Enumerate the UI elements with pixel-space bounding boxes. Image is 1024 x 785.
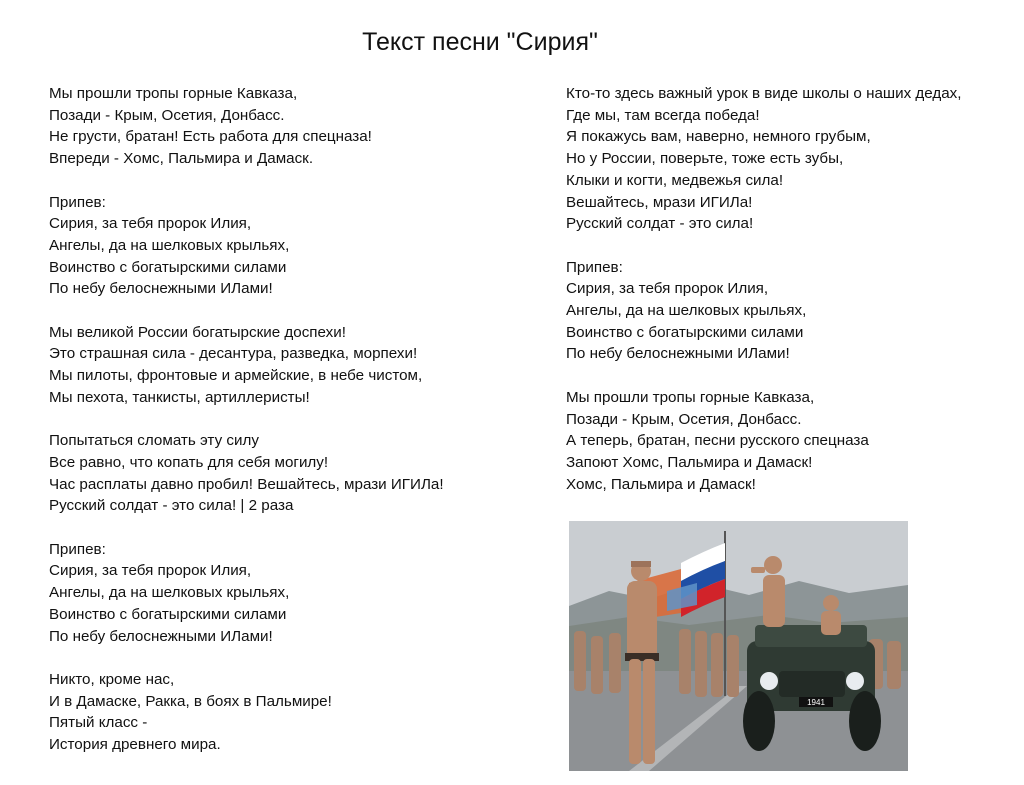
lyric-line: Русский солдат - это сила! (566, 215, 754, 233)
lyric-line: Ангелы, да на шелковых крыльях, (566, 302, 807, 320)
page-title: Текст песни "Сирия" (362, 28, 598, 56)
lyric-line: Никто, кроме нас, (49, 670, 175, 688)
lyric-line: Клыки и когти, медвежья сила! (566, 171, 784, 189)
stanza (49, 322, 549, 409)
lyric-line: Припев: (49, 540, 106, 558)
lyric-line: Впереди - Хомс, Пальмира и Дамаск. (49, 150, 314, 168)
lyric-line: Где мы, там всегда победа! (566, 106, 760, 124)
lyric-line: По небу белоснежными ИЛами! (49, 627, 273, 645)
lyrics-left-column (49, 83, 549, 777)
lyric-line: Ангелы, да на шелковых крыльях, (49, 584, 290, 602)
stanza (49, 430, 549, 517)
lyric-line: Мы пехота, танкисты, артиллеристы! (49, 388, 310, 406)
lyric-line: Вешайтесь, мрази ИГИЛа! (566, 193, 753, 211)
lyric-line: Припев: (566, 258, 623, 276)
lyric-line: Не грусти, братан! Есть работа для спецназа! (49, 128, 372, 146)
lyric-line: Я покажусь вам, наверно, немного грубым, (566, 128, 871, 146)
stanza (49, 192, 549, 301)
lyric-line: Русский солдат - это сила! | 2 раза (49, 497, 294, 515)
stanza (566, 83, 1016, 235)
lyric-line: Но у России, поверьте, тоже есть зубы, (566, 150, 844, 168)
stanza (49, 539, 549, 648)
lyric-line: Это страшная сила - десантура, разведка, морпехи! (49, 345, 418, 363)
lyric-line: Мы прошли тропы горные Кавказа, (566, 388, 815, 406)
lyric-line: Мы великой России богатырские доспехи! (49, 323, 346, 341)
lyric-line: Припев: (49, 193, 106, 211)
lyric-line: Запоют Хомс, Пальмира и Дамаск! (566, 453, 813, 471)
lyric-line: Воинство с богатырскими силами (49, 605, 287, 623)
lyric-line: Сирия, за тебя пророк Илия, (49, 215, 252, 233)
lyric-line: Мы пилоты, фронтовые и армейские, в небе чистом, (49, 367, 423, 385)
lyric-line: По небу белоснежными ИЛами! (49, 280, 273, 298)
lyric-line: Мы прошли тропы горные Кавказа, (49, 85, 298, 102)
lyric-line: История древнего мира. (49, 736, 221, 754)
lyric-line: Позади - Крым, Осетия, Донбасс. (49, 106, 285, 124)
lyric-line: И в Дамаске, Ракка, в боях в Пальмире! (49, 692, 332, 710)
lyric-line: Сирия, за тебя пророк Илия, (49, 562, 252, 580)
parade-photo (569, 521, 908, 771)
stanza (49, 83, 549, 170)
lyric-line: Воинство с богатырскими силами (49, 258, 287, 276)
lyric-line: Кто-то здесь важный урок в виде школы о наших дедах, (566, 85, 962, 102)
lyric-line: Попытаться сломать эту силу (49, 432, 259, 450)
lyric-line: Пятый класс - (49, 714, 148, 732)
stanza (49, 669, 549, 756)
lyrics-right-column (566, 83, 1016, 517)
lyric-line: Воинство с богатырскими силами (566, 323, 804, 341)
stanza (566, 257, 1016, 366)
lyric-line: А теперь, братан, песни русского спецназа (566, 432, 869, 450)
lyric-line: Хомс, Пальмира и Дамаск! (566, 475, 756, 493)
lyric-line: Сирия, за тебя пророк Илия, (566, 280, 769, 298)
stanza (566, 387, 1016, 496)
lyric-line: По небу белоснежными ИЛами! (566, 345, 790, 363)
lyric-line: Час расплаты давно пробил! Вешайтесь, мрази ИГИЛа! (49, 475, 444, 493)
lyric-line: Ангелы, да на шелковых крыльях, (49, 236, 290, 254)
lyric-line: Все равно, что копать для себя могилу! (49, 453, 329, 471)
lyric-line: Позади - Крым, Осетия, Донбасс. (566, 410, 802, 428)
license-plate: 1941 (807, 698, 825, 707)
